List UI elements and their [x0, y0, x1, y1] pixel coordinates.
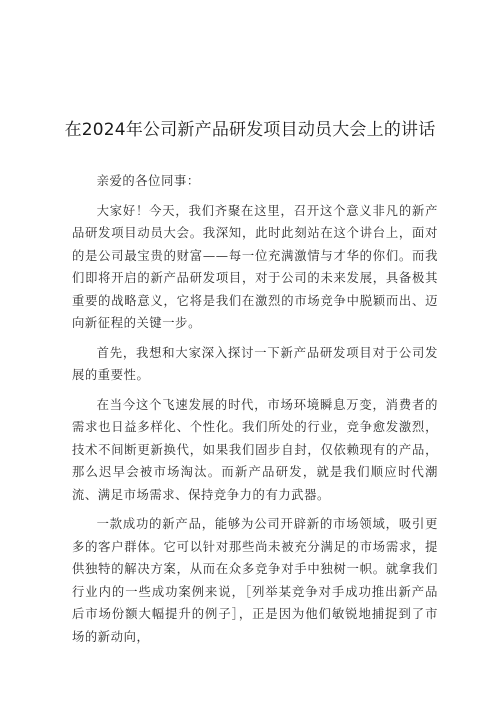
paragraph-1: 大家好！今天，我们齐聚在这里，召开这个意义非凡的新产品研发项目动员大会。我深知，此时此刻站在这个讲台上，面对的是公司最宝贵的财富——每一位充满激情与才华的你们。而我们即将开启的新产品研发项目，对于公司的未来发展，具备极其重要的战略意义，它将是我们在激烈的市场竞争中脱颖而出、迈向新征程的关键一步。	[72, 203, 438, 330]
salutation: 亲爱的各位同事：	[96, 174, 200, 188]
paragraph-3: 在当今这个飞速发展的时代，市场环境瞬息万变，消费者的需求也日益多样化、个性化。我们所处的行业，竞争愈发激烈，技术不间断更新换代，如果我们固步自封，仅依赖现有的产品，那么迟早会被市场淘汰。而新产品研发，就是我们顺应时代潮流、满足市场需求、保持竞争力的有力武器。	[72, 397, 438, 502]
paragraph-4: 一款成功的新产品，能够为公司开辟新的市场领域，吸引更多的客户群体。它可以针对那些尚未被充分满足的市场需求，提供独特的解决方案，从而在众多竞争对手中独树一帜。就拿我们行业内的一些成功案例来说，［列举某竞争对手成功推出新产品后市场份额大幅提升的例子］，正是因为他们敏锐地捕捉到了市场的新动向，	[72, 517, 438, 644]
document-title: 在2024年公司新产品研发项目动员大会上的讲话	[64, 120, 436, 140]
document-body	[72, 170, 438, 655]
paragraph-2: 首先，我想和大家深入探讨一下新产品研发项目对于公司发展的重要性。	[72, 345, 438, 382]
